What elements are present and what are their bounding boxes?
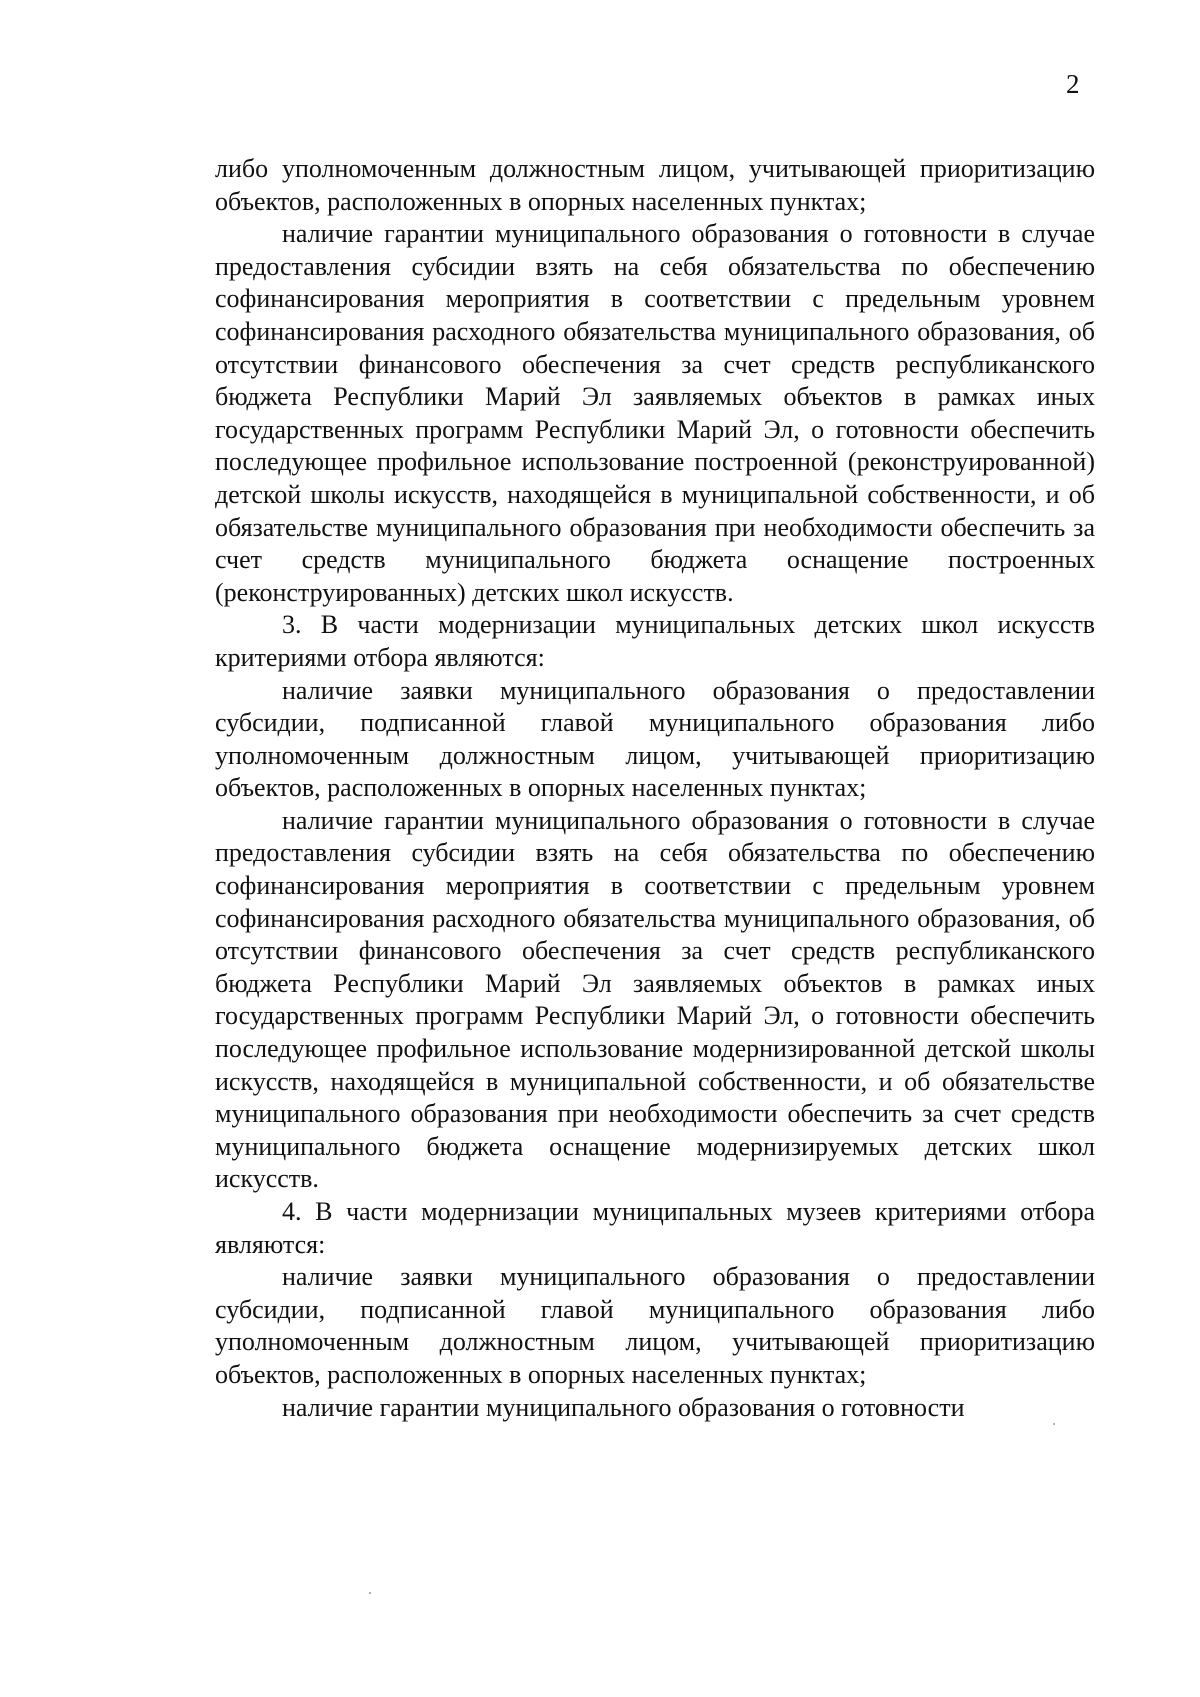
paragraph-guarantee-construction: наличие гарантии муниципального образования о готовности в случае предоставления субсидии взять на себя обязательства по обеспечению софинансирования мероприятия в соответствии с предельным уровнем софинансирования расходного обязательства муниципального образования, об отсутствии финансового обеспечения за счет средств республиканского бюджета Республики Марий Эл заявляемых объектов в рамках иных государственных программ Республики Марий Эл, о готовности обеспечить последующее профильное использование построенной (реконструированной) детской школы искусств, находящейся в муниципальной собственности, и об обязательстве муниципального образования при необходимости обеспечить за счет средств муниципального бюджета оснащение построенных (реконструированных) детских школ искусств. xyxy=(215,219,1095,607)
paragraph-continuation: либо уполномоченным должностным лицом, учитывающей приоритизацию объектов, расположенных в опорных населенных пунктах; xyxy=(215,154,1095,216)
paragraph-application-modernization: наличие заявки муниципального образования о предоставлении субсидии, подписанной главой муниципального образования либо уполномоченным должностным лицом, учитывающей приоритизацию объектов, расположенных в опорных населенных пунктах; xyxy=(215,675,1095,803)
paragraph-guarantee-modernization: наличие гарантии муниципального образования о готовности в случае предоставления субсидии взять на себя обязательства по обеспечению софинансирования мероприятия в соответствии с предельным уровнем софинансирования расходного обязательства муниципального образования, об отсутствии финансового обеспечения за счет средств республиканского бюджета Республики Марий Эл заявляемых объектов в рамках иных государственных программ Республики Марий Эл, о готовности обеспечить последующее профильное использование модернизированной детской школы искусств, находящейся в муниципальной собственности, и об обязательстве муниципального образования при необходимости обеспечить за счет средств муниципального бюджета оснащение модернизируемых детских школ искусств. xyxy=(215,805,1095,1194)
paragraph-item-4-heading: 4. В части модернизации муниципальных музеев критериями отбора являются: xyxy=(215,1197,1095,1259)
scan-speck xyxy=(1053,1423,1055,1425)
paragraph-item-3-heading: 3. В части модернизации муниципальных детских школ искусств критериями отбора являются: xyxy=(215,610,1095,672)
scan-speck xyxy=(369,1592,371,1594)
paragraph-guarantee-museums: наличие гарантии муниципального образования о готовности xyxy=(282,1392,965,1422)
paragraph-application-museums: наличие заявки муниципального образования о предоставлении субсидии, подписанной главой муниципального образования либо уполномоченным должностным лицом, учитывающей приоритизацию объектов, расположенных в опорных населенных пунктах; xyxy=(215,1262,1095,1389)
document-body xyxy=(215,153,1095,1424)
page-number: 2 xyxy=(1066,69,1080,99)
